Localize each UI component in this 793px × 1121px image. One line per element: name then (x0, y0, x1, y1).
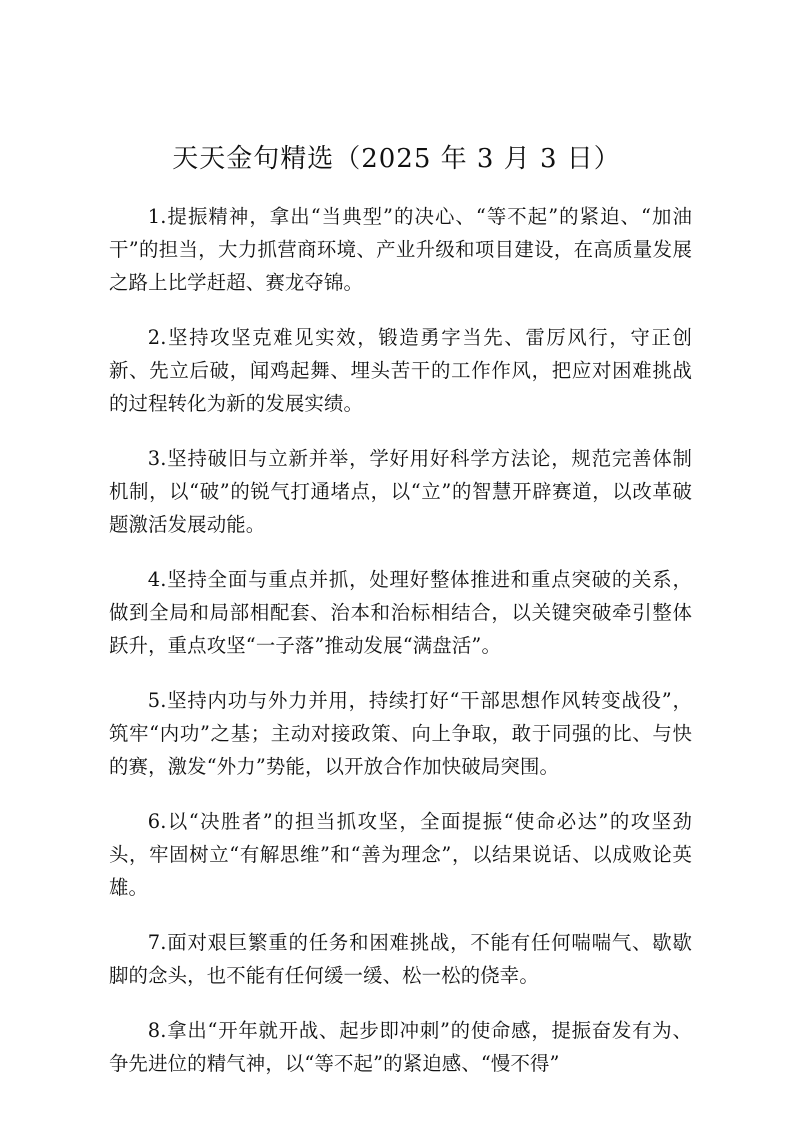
document-body (109, 200, 692, 1102)
paragraph-6: 6.以“决胜者”的担当抓攻坚，全面提振“使命必达”的攻坚劲头，牢固树立“有解思维”和“善为理念”，以结果说话、以成败论英雄。 (109, 810, 692, 899)
paragraph-4: 4.坚持全面与重点并抓，处理好整体推进和重点突破的关系，做到全局和局部相配套、治本和治标相结合，以关键突破牵引整体跃升，重点攻坚“一子落”推动发展“满盘活”。 (109, 568, 692, 657)
paragraph-3: 3.坚持破旧与立新并举，学好用好科学方法论，规范完善体制机制，以“破”的锐气打通堵点，以“立”的智慧开辟赛道，以改革破题激活发展动能。 (109, 447, 692, 536)
paragraph-8: 8.拿出“开年就开战、起步即冲刺”的使命感，提振奋发有为、争先进位的精气神，以“等不起”的紧迫感、“慢不得” (109, 1019, 692, 1075)
paragraph-7: 7.面对艰巨繁重的任务和困难挑战，不能有任何喘喘气、歇歇脚的念头，也不能有任何缓一缓、松一松的侥幸。 (109, 931, 692, 987)
paragraph-1: 1.提振精神，拿出“当典型”的决心、“等不起”的紧迫、“加油干”的担当，大力抓营商环境、产业升级和项目建设，在高质量发展之路上比学赶超、赛龙夺锦。 (109, 205, 692, 294)
paragraph-2: 2.坚持攻坚克难见实效，锻造勇字当先、雷厉风行，守正创新、先立后破，闻鸡起舞、埋头苦干的工作作风，把应对困难挑战的过程转化为新的发展实绩。 (109, 326, 692, 415)
document-title: 天天金句精选（2025 年 3 月 3 日） (172, 144, 621, 174)
paragraph-5: 5.坚持内功与外力并用，持续打好“干部思想作风转变战役”，筑牢“内功”之基；主动对接政策、向上争取，敢于同强的比、与快的赛，激发“外力”势能，以开放合作加快破局突围。 (109, 689, 692, 778)
